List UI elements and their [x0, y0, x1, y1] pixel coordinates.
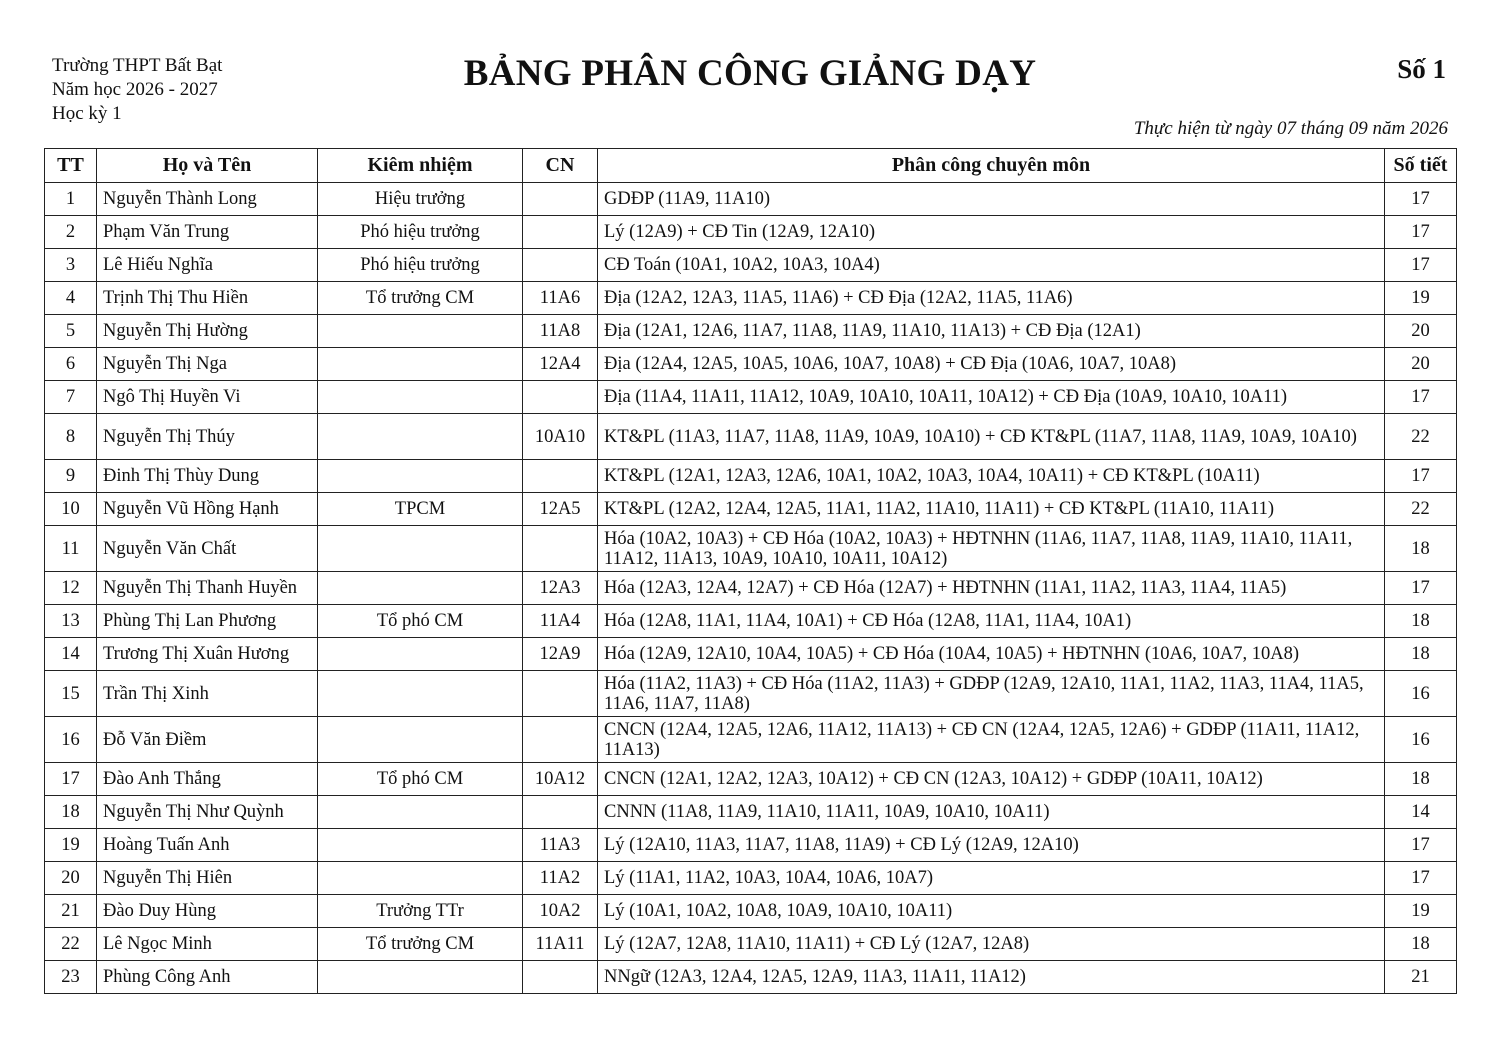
table-header-row	[45, 149, 1457, 183]
cell-hours: 19	[1385, 895, 1457, 928]
cell-cn	[523, 381, 598, 414]
cell-cn: 10A10	[523, 414, 598, 460]
cell-tt: 12	[45, 572, 97, 605]
table-row	[45, 282, 1457, 315]
cell-assignment: Hóa (10A2, 10A3) + CĐ Hóa (10A2, 10A3) + HĐTNHN (11A6, 11A7, 11A8, 11A9, 11A10, 11A11, 11A12, 11A13, 10A9, 10A10, 10A11, 10A12)	[598, 526, 1385, 572]
cell-assignment: Địa (12A1, 12A6, 11A7, 11A8, 11A9, 11A10, 11A13) + CĐ Địa (12A1)	[598, 315, 1385, 348]
table-row	[45, 183, 1457, 216]
cell-role	[318, 961, 523, 994]
cell-name: Nguyễn Thị Hường	[97, 315, 318, 348]
table-row	[45, 381, 1457, 414]
cell-assignment: CNCN (12A4, 12A5, 12A6, 11A12, 11A13) + CĐ CN (12A4, 12A5, 12A6) + GDĐP (11A11, 11A12, 11A13)	[598, 717, 1385, 763]
cell-hours: 22	[1385, 414, 1457, 460]
cell-role	[318, 315, 523, 348]
table-row	[45, 460, 1457, 493]
cell-name: Nguyễn Thị Thúy	[97, 414, 318, 460]
cell-name: Nguyễn Thành Long	[97, 183, 318, 216]
table-row	[45, 862, 1457, 895]
cell-cn: 11A2	[523, 862, 598, 895]
cell-tt: 11	[45, 526, 97, 572]
cell-cn: 11A6	[523, 282, 598, 315]
cell-cn: 11A3	[523, 829, 598, 862]
cell-name: Ngô Thị Huyền Vi	[97, 381, 318, 414]
cell-cn	[523, 249, 598, 282]
table-row	[45, 895, 1457, 928]
cell-name: Nguyễn Thị Hiên	[97, 862, 318, 895]
cell-name: Trương Thị Xuân Hương	[97, 638, 318, 671]
cell-hours: 17	[1385, 829, 1457, 862]
cell-role	[318, 414, 523, 460]
cell-role	[318, 862, 523, 895]
semester: Học kỳ 1	[52, 103, 122, 124]
cell-role: Tổ phó CM	[318, 763, 523, 796]
table-row	[45, 605, 1457, 638]
school-year: Năm học 2026 - 2027	[52, 79, 218, 100]
cell-tt: 2	[45, 216, 97, 249]
cell-assignment: Hóa (12A9, 12A10, 10A4, 10A5) + CĐ Hóa (10A4, 10A5) + HĐTNHN (10A6, 10A7, 10A8)	[598, 638, 1385, 671]
cell-hours: 17	[1385, 862, 1457, 895]
cell-cn: 10A12	[523, 763, 598, 796]
cell-cn	[523, 796, 598, 829]
cell-cn: 11A8	[523, 315, 598, 348]
cell-assignment: CNNN (11A8, 11A9, 11A10, 11A11, 10A9, 10A10, 10A11)	[598, 796, 1385, 829]
cell-hours: 22	[1385, 493, 1457, 526]
table-row	[45, 315, 1457, 348]
cell-role	[318, 348, 523, 381]
table-row	[45, 928, 1457, 961]
column-header-role: Kiêm nhiệm	[318, 149, 523, 183]
table-row	[45, 717, 1457, 763]
column-header-cn: CN	[523, 149, 598, 183]
cell-tt: 1	[45, 183, 97, 216]
cell-hours: 17	[1385, 460, 1457, 493]
column-header-tt: TT	[45, 149, 97, 183]
cell-cn: 12A9	[523, 638, 598, 671]
cell-assignment: CĐ Toán (10A1, 10A2, 10A3, 10A4)	[598, 249, 1385, 282]
cell-tt: 6	[45, 348, 97, 381]
cell-assignment: KT&PL (12A2, 12A4, 12A5, 11A1, 11A2, 11A10, 11A11) + CĐ KT&PL (11A10, 11A11)	[598, 493, 1385, 526]
table-row	[45, 348, 1457, 381]
cell-tt: 8	[45, 414, 97, 460]
cell-assignment: Lý (12A10, 11A3, 11A7, 11A8, 11A9) + CĐ Lý (12A9, 12A10)	[598, 829, 1385, 862]
cell-role: Tổ phó CM	[318, 605, 523, 638]
cell-role: Tổ trưởng CM	[318, 282, 523, 315]
cell-cn	[523, 671, 598, 717]
document-number: Số 1	[1397, 54, 1446, 84]
cell-name: Hoàng Tuấn Anh	[97, 829, 318, 862]
cell-tt: 9	[45, 460, 97, 493]
cell-hours: 16	[1385, 671, 1457, 717]
table-row	[45, 796, 1457, 829]
cell-hours: 18	[1385, 928, 1457, 961]
cell-assignment: Địa (12A2, 12A3, 11A5, 11A6) + CĐ Địa (12A2, 11A5, 11A6)	[598, 282, 1385, 315]
cell-role: Trưởng TTr	[318, 895, 523, 928]
teaching-assignment-table	[44, 148, 1457, 994]
cell-tt: 21	[45, 895, 97, 928]
cell-hours: 17	[1385, 183, 1457, 216]
cell-hours: 17	[1385, 572, 1457, 605]
cell-tt: 17	[45, 763, 97, 796]
cell-name: Nguyễn Văn Chất	[97, 526, 318, 572]
cell-name: Nguyễn Thị Nga	[97, 348, 318, 381]
cell-assignment: Lý (12A7, 12A8, 11A10, 11A11) + CĐ Lý (12A7, 12A8)	[598, 928, 1385, 961]
document-title-text: BẢNG PHÂN CÔNG GIẢNG DẠY	[463, 53, 1037, 94]
cell-name: Đỗ Văn Điềm	[97, 717, 318, 763]
cell-tt: 7	[45, 381, 97, 414]
cell-assignment: NNgữ (12A3, 12A4, 12A5, 12A9, 11A3, 11A11, 11A12)	[598, 961, 1385, 994]
cell-hours: 18	[1385, 638, 1457, 671]
cell-assignment: Lý (10A1, 10A2, 10A8, 10A9, 10A10, 10A11)	[598, 895, 1385, 928]
cell-cn: 10A2	[523, 895, 598, 928]
column-header-assignment: Phân công chuyên môn	[598, 149, 1385, 183]
cell-cn: 11A4	[523, 605, 598, 638]
cell-cn	[523, 961, 598, 994]
cell-hours: 17	[1385, 381, 1457, 414]
cell-role	[318, 796, 523, 829]
cell-role	[318, 671, 523, 717]
table-row	[45, 961, 1457, 994]
cell-cn	[523, 216, 598, 249]
table-row	[45, 638, 1457, 671]
cell-cn	[523, 717, 598, 763]
cell-hours: 16	[1385, 717, 1457, 763]
cell-tt: 20	[45, 862, 97, 895]
table-row	[45, 572, 1457, 605]
cell-name: Đinh Thị Thùy Dung	[97, 460, 318, 493]
cell-role	[318, 829, 523, 862]
column-header-name: Họ và Tên	[97, 149, 318, 183]
cell-hours: 19	[1385, 282, 1457, 315]
cell-name: Đào Duy Hùng	[97, 895, 318, 928]
cell-tt: 5	[45, 315, 97, 348]
cell-role: TPCM	[318, 493, 523, 526]
cell-tt: 19	[45, 829, 97, 862]
cell-role	[318, 572, 523, 605]
cell-assignment: Lý (11A1, 11A2, 10A3, 10A4, 10A6, 10A7)	[598, 862, 1385, 895]
cell-cn: 12A5	[523, 493, 598, 526]
cell-cn: 11A11	[523, 928, 598, 961]
cell-cn	[523, 460, 598, 493]
cell-hours: 20	[1385, 348, 1457, 381]
cell-role	[318, 381, 523, 414]
cell-name: Trịnh Thị Thu Hiền	[97, 282, 318, 315]
cell-assignment: KT&PL (12A1, 12A3, 12A6, 10A1, 10A2, 10A3, 10A4, 10A11) + CĐ KT&PL (10A11)	[598, 460, 1385, 493]
cell-name: Phùng Công Anh	[97, 961, 318, 994]
cell-hours: 14	[1385, 796, 1457, 829]
table-row	[45, 414, 1457, 460]
cell-tt: 14	[45, 638, 97, 671]
cell-name: Đào Anh Thắng	[97, 763, 318, 796]
cell-cn	[523, 183, 598, 216]
cell-hours: 18	[1385, 605, 1457, 638]
cell-tt: 16	[45, 717, 97, 763]
cell-role: Hiệu trưởng	[318, 183, 523, 216]
cell-hours: 20	[1385, 315, 1457, 348]
cell-assignment: Hóa (12A8, 11A1, 11A4, 10A1) + CĐ Hóa (12A8, 11A1, 11A4, 10A1)	[598, 605, 1385, 638]
cell-name: Lê Ngọc Minh	[97, 928, 318, 961]
cell-name: Trần Thị Xinh	[97, 671, 318, 717]
cell-hours: 18	[1385, 526, 1457, 572]
cell-assignment: Địa (12A4, 12A5, 10A5, 10A6, 10A7, 10A8) + CĐ Địa (10A6, 10A7, 10A8)	[598, 348, 1385, 381]
cell-hours: 18	[1385, 763, 1457, 796]
cell-role	[318, 460, 523, 493]
cell-assignment: CNCN (12A1, 12A2, 12A3, 10A12) + CĐ CN (12A3, 10A12) + GDĐP (10A11, 10A12)	[598, 763, 1385, 796]
table-row	[45, 249, 1457, 282]
table-row	[45, 829, 1457, 862]
cell-hours: 17	[1385, 216, 1457, 249]
cell-name: Phùng Thị Lan Phương	[97, 605, 318, 638]
cell-name: Nguyễn Vũ Hồng Hạnh	[97, 493, 318, 526]
cell-name: Nguyễn Thị Thanh Huyền	[97, 572, 318, 605]
cell-tt: 13	[45, 605, 97, 638]
cell-assignment: Hóa (11A2, 11A3) + CĐ Hóa (11A2, 11A3) + GDĐP (12A9, 12A10, 11A1, 11A2, 11A3, 11A4, 11A5, 11A6, 11A7, 11A8)	[598, 671, 1385, 717]
cell-role	[318, 717, 523, 763]
table-row	[45, 526, 1457, 572]
cell-tt: 22	[45, 928, 97, 961]
cell-cn: 12A3	[523, 572, 598, 605]
cell-role	[318, 638, 523, 671]
cell-tt: 4	[45, 282, 97, 315]
cell-assignment: GDĐP (11A9, 11A10)	[598, 183, 1385, 216]
cell-hours: 17	[1385, 249, 1457, 282]
table-row	[45, 216, 1457, 249]
cell-name: Phạm Văn Trung	[97, 216, 318, 249]
school-name: Trường THPT Bất Bạt	[52, 55, 223, 76]
cell-role	[318, 526, 523, 572]
cell-role: Phó hiệu trưởng	[318, 216, 523, 249]
cell-cn	[523, 526, 598, 572]
cell-assignment: Hóa (12A3, 12A4, 12A7) + CĐ Hóa (12A7) + HĐTNHN (11A1, 11A2, 11A3, 11A4, 11A5)	[598, 572, 1385, 605]
table-row	[45, 493, 1457, 526]
cell-tt: 3	[45, 249, 97, 282]
cell-name: Lê Hiếu Nghĩa	[97, 249, 318, 282]
cell-hours: 21	[1385, 961, 1457, 994]
column-header-hours: Số tiết	[1385, 149, 1457, 183]
cell-tt: 10	[45, 493, 97, 526]
cell-tt: 15	[45, 671, 97, 717]
cell-tt: 18	[45, 796, 97, 829]
effective-date: Thực hiện từ ngày 07 tháng 09 năm 2026	[1133, 118, 1448, 139]
cell-assignment: KT&PL (11A3, 11A7, 11A8, 11A9, 10A9, 10A10) + CĐ KT&PL (11A7, 11A8, 11A9, 10A9, 10A10)	[598, 414, 1385, 460]
cell-name: Nguyễn Thị Như Quỳnh	[97, 796, 318, 829]
cell-cn: 12A4	[523, 348, 598, 381]
cell-role: Phó hiệu trưởng	[318, 249, 523, 282]
cell-tt: 23	[45, 961, 97, 994]
cell-assignment: Lý (12A9) + CĐ Tin (12A9, 12A10)	[598, 216, 1385, 249]
table-row	[45, 671, 1457, 717]
cell-role: Tổ trưởng CM	[318, 928, 523, 961]
cell-assignment: Địa (11A4, 11A11, 11A12, 10A9, 10A10, 10A11, 10A12) + CĐ Địa (10A9, 10A10, 10A11)	[598, 381, 1385, 414]
table-row	[45, 763, 1457, 796]
document-title	[0, 52, 1500, 95]
